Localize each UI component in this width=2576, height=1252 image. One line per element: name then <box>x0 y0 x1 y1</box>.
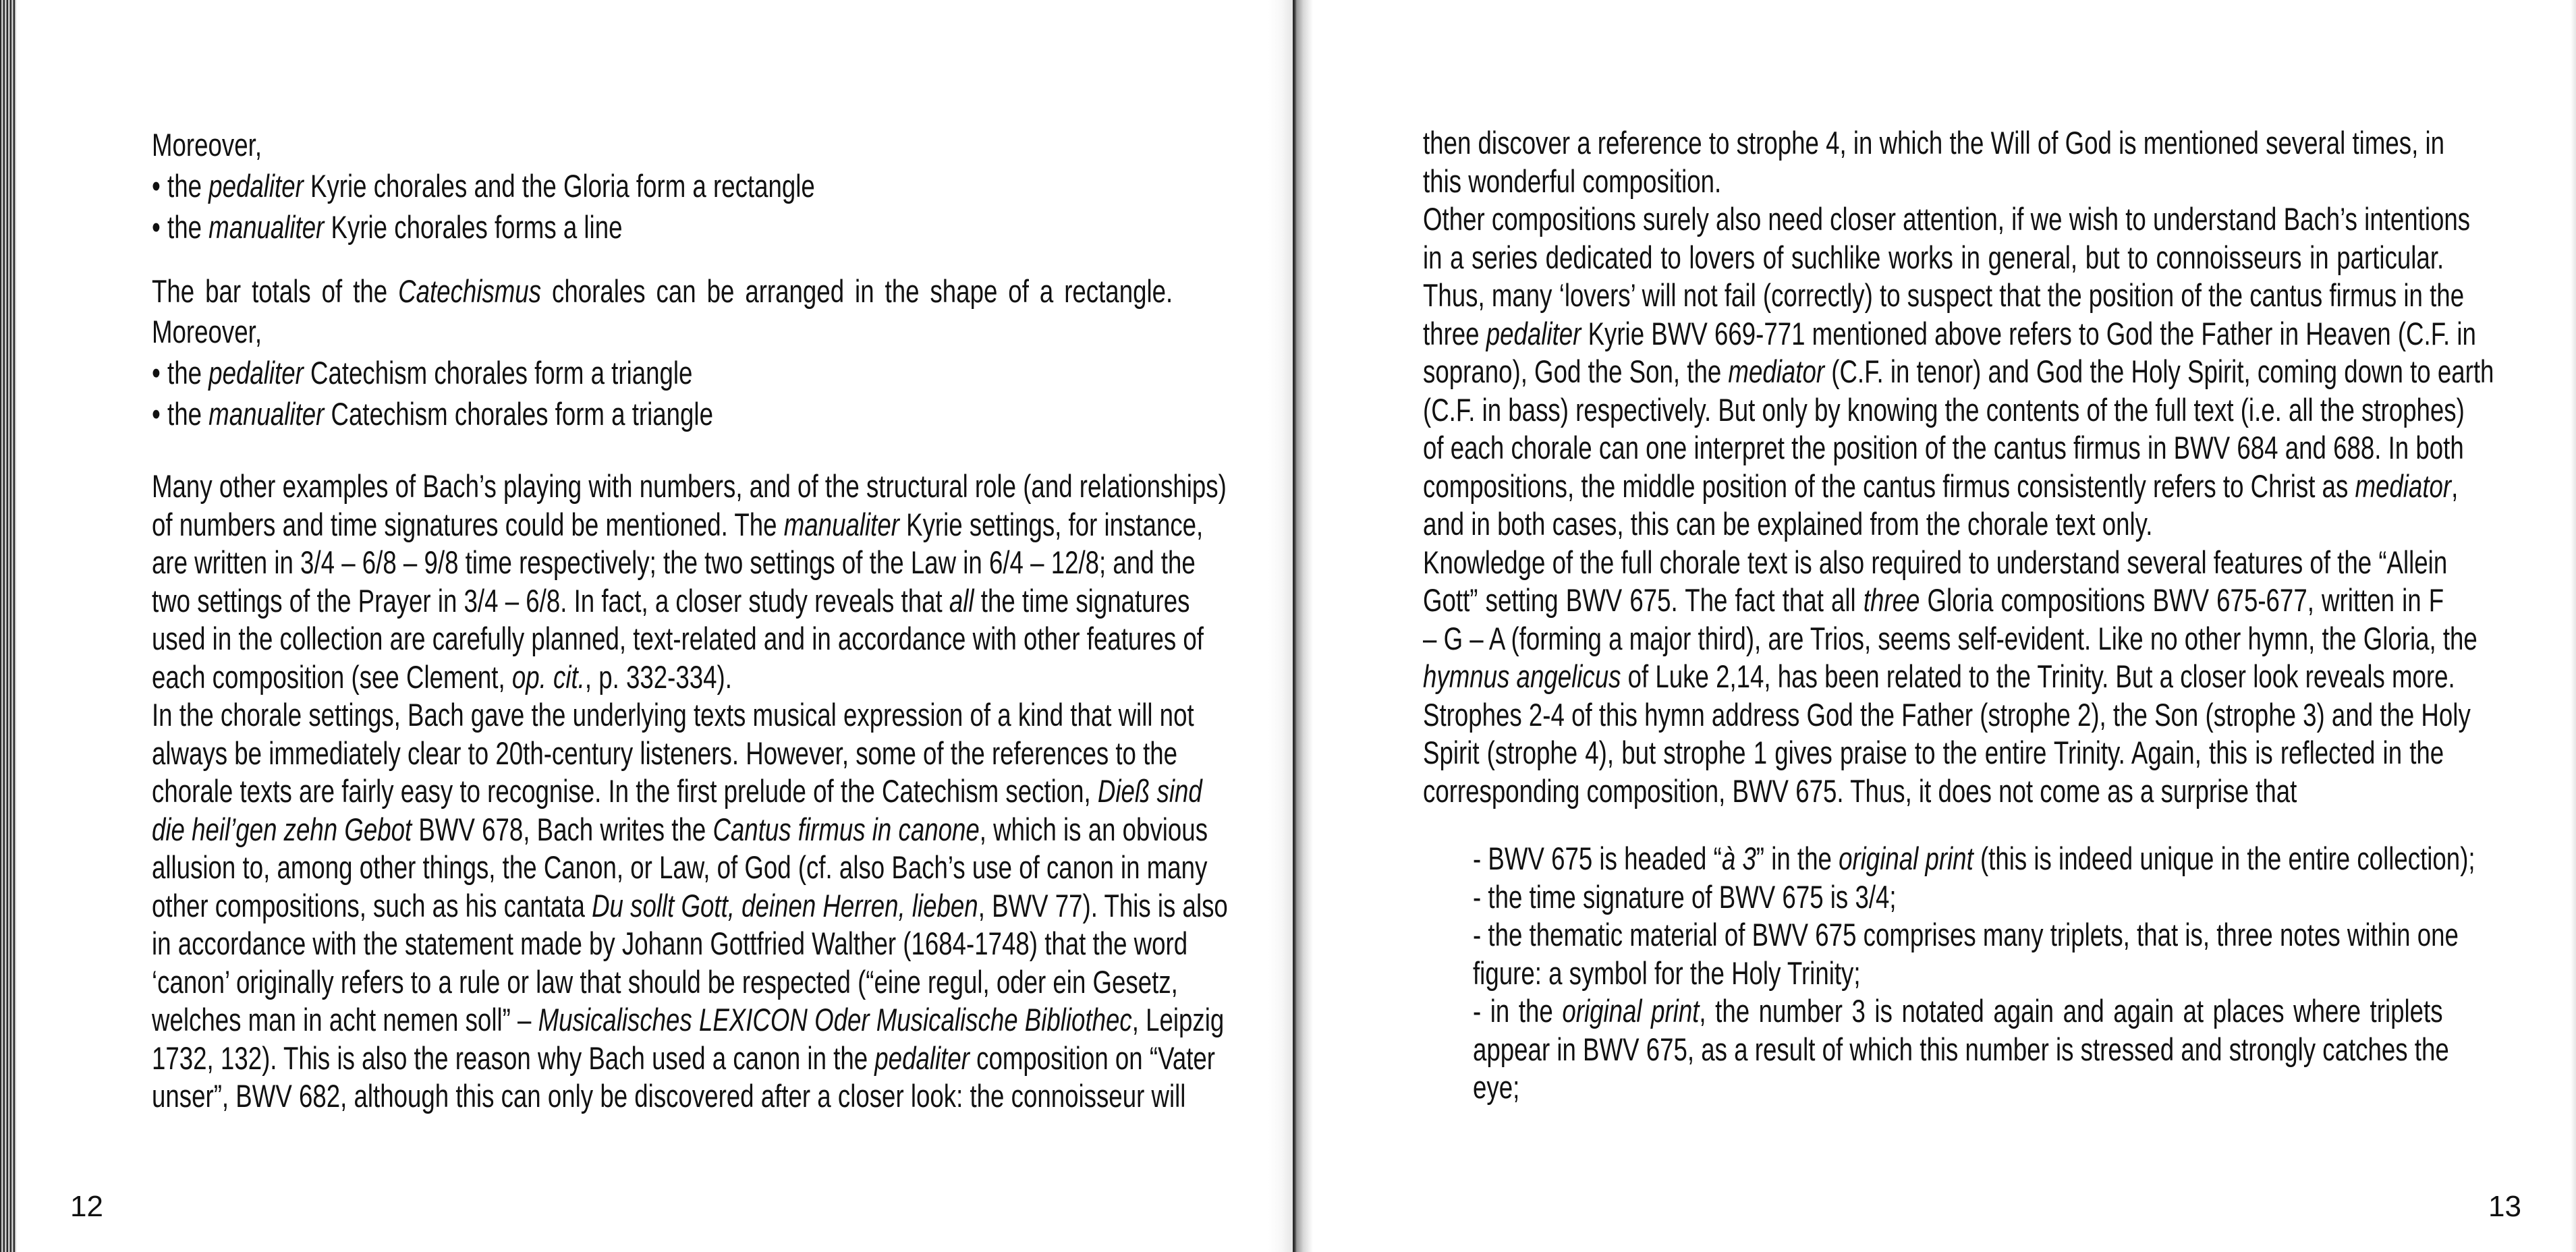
text-run: chorales can be arranged in the shape of a rectangle. <box>541 273 1173 309</box>
right-page-edge <box>2571 0 2576 1252</box>
text-run: • the <box>152 209 209 245</box>
text-run: In the chorale settings, Bach gave the underlying texts musical expression of a kind that will not <box>152 697 1194 733</box>
italic-text: mediator <box>1728 353 1825 389</box>
text-line <box>152 811 1208 849</box>
text-line <box>1423 505 2444 544</box>
italic-text: op. cit. <box>511 658 585 695</box>
text-line <box>152 849 1208 887</box>
text-run: used in the collection are carefully planned, text-related and in accordance with other features of <box>152 621 1204 656</box>
text-line <box>152 124 1173 165</box>
text-line <box>152 206 1173 248</box>
text-run: Kyrie chorales and the Gloria form a rectangle <box>303 168 815 204</box>
text-run: each composition (see Clement, <box>152 658 512 695</box>
italic-text: Catechismus <box>398 273 542 309</box>
text-run: • the <box>152 395 209 432</box>
italic-text: mediator <box>2355 467 2452 504</box>
text-line <box>152 1077 1186 1116</box>
text-run: unser”, BWV 682, although this can only be discovered after a closer look: the connoisseur will <box>152 1078 1186 1114</box>
text-run: corresponding composition, BWV 675. Thus, it does not come as a surprise that <box>1423 772 2297 809</box>
text-run: of each chorale can one interpret the position of the cantus firmus in BWV 684 and 688. In both <box>1423 430 2464 465</box>
text-run: chorale texts are fairly easy to recognise. In the first prelude of the Catechism section, <box>152 773 1098 809</box>
text-run: - BWV 675 is headed “ <box>1473 841 1722 876</box>
text-run: - the time signature of BWV 675 is 3/4; <box>1473 878 1897 915</box>
catechismus-block <box>152 273 1173 434</box>
text-line <box>1423 734 2444 772</box>
italic-text: manualiter <box>208 209 325 245</box>
text-line <box>1423 467 2459 506</box>
book-page-edges <box>0 0 16 1252</box>
page-number-right: 13 <box>2488 1190 2521 1223</box>
text-run: • the <box>152 168 209 204</box>
text-run: then discover a reference to strophe 4, in which the Will of God is mentioned several times, in <box>1423 125 2444 161</box>
text-line <box>152 273 1173 311</box>
text-run: other compositions, such as his cantata <box>152 887 592 923</box>
text-line <box>152 620 1204 658</box>
text-run: Kyrie BWV 669-771 mentioned above refers to God the Father in Heaven (C.F. in <box>1581 315 2476 351</box>
text-run: , which is an obvious <box>979 811 1208 847</box>
text-line <box>1423 696 2471 735</box>
italic-text: Cantus firmus in canone <box>712 811 980 847</box>
text-line <box>1423 429 2464 467</box>
text-line <box>1423 315 2476 353</box>
text-line <box>152 165 1173 206</box>
text-run: figure: a symbol for the Holy Trinity; <box>1473 955 1861 991</box>
text-line <box>1423 277 2465 315</box>
text-line <box>152 352 1173 393</box>
text-run: BWV 678, Bach writes the <box>412 811 713 847</box>
italic-text: pedaliter <box>1486 315 1581 351</box>
text-line <box>1473 992 2443 1031</box>
text-line <box>152 506 1204 544</box>
gutter-shadow <box>1268 0 1293 1252</box>
text-line <box>1423 200 2471 239</box>
text-line <box>1473 840 2475 878</box>
italic-text: pedaliter <box>208 168 304 204</box>
page-number-left: 12 <box>70 1190 103 1223</box>
text-run: three <box>1423 315 1486 351</box>
text-run: Other compositions surely also need closer attention, if we wish to understand Bach’s intentions <box>1423 201 2471 237</box>
text-line <box>1423 772 2444 811</box>
italic-text: original print <box>1839 841 1973 876</box>
intro-block <box>152 124 1173 248</box>
italic-text: hymnus angelicus <box>1423 658 1621 694</box>
text-run: composition on “Vater <box>969 1040 1215 1076</box>
text-line <box>1423 658 2455 696</box>
text-line <box>152 467 1227 506</box>
text-run: Gott” setting BWV 675. The fact that all <box>1423 582 1864 618</box>
text-line <box>1423 239 2444 277</box>
text-line <box>1423 581 2444 620</box>
text-run: (this is indeed unique in the entire collection); <box>1973 841 2475 876</box>
text-line <box>1423 544 2448 582</box>
text-run: the time signatures <box>974 582 1190 619</box>
italic-text: all <box>949 582 974 619</box>
text-run: ‘canon’ originally refers to a rule or law that should be respected (“eine regul, oder ein Gesetz, <box>152 963 1178 1000</box>
text-run: in a series dedicated to lovers of suchlike works in general, but to connoisseurs in particular. <box>1423 239 2444 275</box>
text-line <box>152 311 1173 352</box>
text-run: compositions, the middle position of the cantus firmus consistently refers to Christ as <box>1423 467 2355 504</box>
italic-text: die heil’gen zehn Gebot <box>152 811 412 847</box>
text-run: – G – A (forming a major third), are Trios, seems self-evident. Like no other hymn, the Gloria, the <box>1423 620 2477 656</box>
text-run: , p. 332-334). <box>584 658 732 695</box>
text-run: Catechism chorales form a triangle <box>303 354 693 391</box>
feature-list <box>1473 840 2475 1107</box>
text-line <box>152 772 1202 811</box>
italic-text: pedaliter <box>208 354 304 391</box>
text-run: of numbers and time signatures could be mentioned. The <box>152 506 784 542</box>
text-line <box>1423 163 2444 201</box>
text-run: Catechism chorales form a triangle <box>324 395 713 432</box>
text-run: are written in 3/4 – 6/8 – 9/8 time respectively; the two settings of the Law in 6/4 – 12/8; and the <box>152 544 1196 580</box>
text-run: , <box>2451 467 2459 504</box>
italic-text: pedaliter <box>874 1040 970 1076</box>
text-line <box>1423 124 2444 163</box>
text-run: eye; <box>1473 1069 1520 1105</box>
text-run: welches man in acht nemen soll” – <box>152 1002 538 1037</box>
text-run: • the <box>152 354 209 391</box>
text-line <box>1423 353 2494 391</box>
text-run: (C.F. in tenor) and God the Holy Spirit, coming down to earth <box>1824 353 2494 389</box>
text-run: in accordance with the statement made by Johann Gottfried Walther (1684-1748) that the word <box>152 926 1188 961</box>
text-line <box>1473 916 2459 955</box>
text-run: allusion to, among other things, the Canon, or Law, of God (cf. also Bach’s use of canon in many <box>152 849 1208 885</box>
text-line <box>1423 620 2477 658</box>
text-line <box>1473 878 2443 917</box>
body-paragraphs <box>152 467 1228 1116</box>
italic-text: manualiter <box>783 506 899 542</box>
text-run: this wonderful composition. <box>1423 163 1722 199</box>
text-run: of Luke 2,14, has been related to the Trinity. But a closer look reveals more. <box>1621 658 2455 694</box>
italic-text: three <box>1863 582 1920 618</box>
text-line <box>1423 391 2465 430</box>
text-run: and in both cases, this can be explained from the chorale text only. <box>1423 506 2153 542</box>
text-run: - in the <box>1473 993 1563 1029</box>
text-line <box>152 963 1178 1002</box>
text-run: Strophes 2-4 of this hymn address God the Father (strophe 2), the Son (strophe 3) and the Holy <box>1423 696 2471 733</box>
text-line <box>152 735 1178 773</box>
text-line <box>152 1001 1225 1040</box>
text-run: , BWV 77). This is also <box>978 887 1228 923</box>
body-paragraphs <box>1423 124 2494 810</box>
text-run: , the number 3 is notated again and again at places where triplets <box>1699 993 2443 1029</box>
text-run: - the thematic material of BWV 675 comprises many triplets, that is, three notes within one <box>1473 917 2459 952</box>
text-run: two settings of the Prayer in 3/4 – 6/8. In fact, a closer study reveals that <box>152 582 949 619</box>
text-run: Kyrie settings, for instance, <box>899 506 1204 542</box>
text-run: Thus, many ‘lovers’ will not fail (correctly) to suspect that the position of the cantus firmus in the <box>1423 277 2465 313</box>
text-line <box>152 393 1173 434</box>
text-run: Knowledge of the full chorale text is also required to understand several features of the “Allein <box>1423 544 2448 580</box>
text-line <box>152 696 1194 735</box>
text-run: (C.F. in bass) respectively. But only by knowing the contents of the full text (i.e. all the strophes) <box>1423 391 2465 428</box>
italic-text: Du sollt Gott, deinen Herren, lieben <box>592 887 978 923</box>
italic-text: Musicalisches LEXICON Oder Musicalische Bibliothec <box>538 1002 1132 1037</box>
text-run: 1732, 132). This is also the reason why Bach used a canon in the <box>152 1040 875 1076</box>
text-run: The bar totals of the <box>152 273 399 309</box>
text-line <box>152 544 1196 582</box>
text-run: soprano), God the Son, the <box>1423 353 1729 389</box>
italic-text: Dieß sind <box>1097 773 1202 809</box>
text-run: , Leipzig <box>1131 1002 1225 1037</box>
text-line <box>1473 1031 2449 1069</box>
text-run: Many other examples of Bach’s playing with numbers, and of the structural role (and relationships) <box>152 468 1227 504</box>
text-run: ” in the <box>1756 841 1839 876</box>
text-run: appear in BWV 675, as a result of which this number is stressed and strongly catches the <box>1473 1031 2449 1067</box>
italic-text: original print <box>1562 993 1700 1029</box>
text-line <box>152 582 1190 621</box>
text-line <box>152 925 1188 963</box>
text-run: Gloria compositions BWV 675-677, written in F <box>1920 582 2444 618</box>
text-run: always be immediately clear to 20th-century listeners. However, some of the references to the <box>152 735 1178 771</box>
text-run: Spirit (strophe 4), but strophe 1 gives praise to the entire Trinity. Again, this is reflected in the <box>1423 735 2444 770</box>
text-line <box>152 658 1173 697</box>
italic-text: à 3 <box>1721 841 1756 876</box>
text-run: Moreover, <box>152 313 262 349</box>
text-run: Kyrie chorales forms a line <box>324 209 623 245</box>
text-line <box>1473 955 2443 993</box>
book-spine <box>1293 0 1313 1252</box>
text-line <box>152 1040 1215 1078</box>
text-line <box>152 887 1228 926</box>
text-line <box>1473 1069 2443 1107</box>
text-run: Moreover, <box>152 127 262 163</box>
italic-text: manualiter <box>208 395 325 432</box>
